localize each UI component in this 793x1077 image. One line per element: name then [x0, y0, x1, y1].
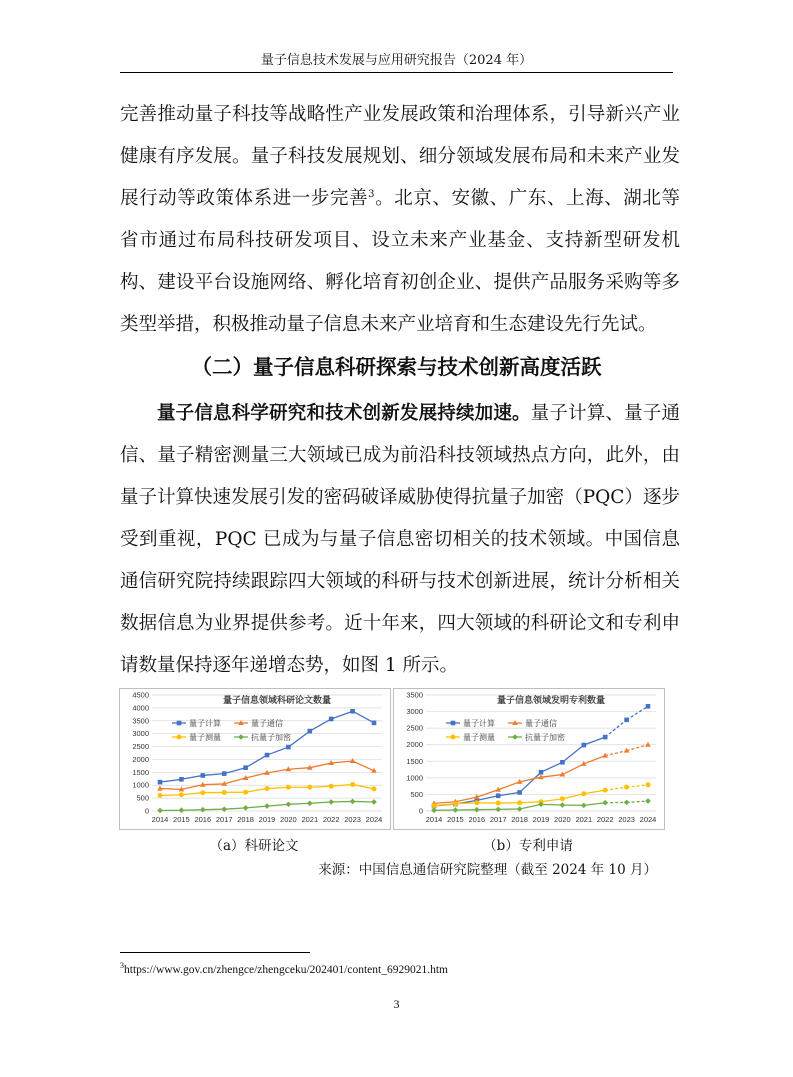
series-segment [331, 761, 352, 763]
series-segment [605, 787, 626, 790]
x-tick-label: 2019 [532, 815, 550, 824]
x-tick-label: 2018 [511, 815, 528, 824]
series-segment [541, 762, 562, 772]
series-segment [331, 784, 352, 786]
footnote-rule [120, 952, 310, 953]
x-tick-label: 2015 [447, 815, 464, 824]
data-point [286, 785, 291, 790]
y-tick-label: 3000 [406, 707, 423, 717]
data-point [624, 800, 630, 806]
series-segment [331, 801, 352, 802]
series-segment [541, 799, 562, 802]
y-tick-label: 2000 [132, 754, 149, 764]
series-segment [181, 810, 202, 811]
data-point [157, 808, 163, 814]
data-point [474, 800, 479, 805]
series-segment [267, 804, 288, 806]
series-segment [203, 774, 224, 776]
data-point [264, 803, 270, 809]
x-tick-label: 2022 [322, 815, 340, 824]
y-tick-label: 4500 [132, 690, 149, 700]
caption-patents: （b）专利申请 [483, 838, 573, 854]
series-segment [353, 801, 374, 802]
footnote-link[interactable]: https://www.gov.cn/zhengce/zhengceku/202401/content_6929021.htm [124, 963, 448, 976]
y-tick-label: 500 [410, 789, 423, 799]
header-rule [120, 72, 673, 73]
data-point [646, 704, 651, 709]
series-segment [584, 756, 605, 764]
data-point [432, 803, 437, 808]
y-tick-label: 0 [144, 806, 149, 816]
y-tick-label: 2000 [406, 740, 423, 750]
data-point [158, 780, 163, 785]
data-point [496, 793, 501, 798]
y-tick-label: 500 [136, 793, 149, 803]
series-segment [498, 782, 519, 790]
series-segment [224, 768, 245, 774]
data-point [603, 735, 608, 740]
data-point [307, 800, 313, 806]
data-point [265, 753, 270, 758]
series-segment [562, 745, 583, 762]
data-point [372, 786, 377, 791]
data-point [286, 745, 291, 750]
data-point [539, 770, 544, 775]
series-segment [246, 773, 267, 778]
series-segment [267, 747, 288, 755]
series-segment [562, 764, 583, 775]
data-point [243, 765, 248, 770]
footnote [120, 961, 448, 976]
series-segment [584, 790, 605, 794]
data-point [645, 798, 651, 804]
legend-label: 量子测量 [463, 733, 495, 742]
series-segment [288, 803, 309, 804]
x-tick-label: 2016 [194, 815, 212, 824]
chart-papers-svg [120, 689, 390, 829]
legend-label: 量子通信 [525, 719, 557, 728]
x-tick-label: 2014 [425, 815, 443, 824]
data-point [371, 799, 377, 805]
x-tick-label: 2021 [301, 815, 319, 824]
series-segment [627, 801, 648, 802]
series-segment [160, 779, 181, 782]
legend-label: 抗量子加密 [525, 733, 565, 742]
data-point [560, 760, 565, 765]
series-segment [310, 802, 331, 803]
section-title: （二）量子信息科研探索与技术创新高度活跃 [191, 355, 602, 379]
legend-label: 量子计算 [189, 719, 221, 728]
data-point [560, 796, 565, 801]
series-segment [584, 803, 605, 806]
data-point [602, 800, 608, 806]
data-point [329, 784, 334, 789]
data-point [265, 786, 270, 791]
series-segment [181, 775, 202, 779]
data-point [646, 782, 651, 787]
paragraph-2-text: 量子计算、量子通信、量子精密测量三大领域已成为前沿科技领域热点方向，此外，由量子计算快速发展引发的密码破译威胁使得抗量子加密（PQC）逐步受到重视，PQC 已成为与量子信息密切相关的技术领域。中国信息通信研究院持续跟踪四大领域的科研与技术创新进展，统计分析相关数据信息为业界提供参考。近十年来，四大领域的科研论文和专利申请数量保持逐年递增态势，如图 1 所示。 [120, 403, 680, 676]
y-tick-label: 3000 [132, 729, 149, 739]
legend-marker [451, 721, 456, 726]
data-point [581, 791, 586, 796]
data-point [474, 807, 480, 813]
data-point [431, 808, 437, 814]
series-segment [246, 806, 267, 808]
legend-marker [177, 735, 182, 740]
data-point [158, 793, 163, 798]
chart-title: 量子信息领域发明专利数量 [496, 696, 606, 706]
series-segment [181, 793, 202, 795]
data-point [624, 785, 629, 790]
data-point [243, 805, 249, 811]
data-point [517, 790, 522, 795]
series-segment [627, 745, 648, 751]
data-point [581, 803, 587, 809]
data-point [560, 802, 566, 808]
running-header: 量子信息技术发展与应用研究报告（2024 年） [260, 53, 533, 68]
legend-marker [451, 735, 456, 740]
data-point [624, 718, 629, 723]
data-point [329, 717, 334, 722]
data-point [453, 801, 458, 806]
series-segment [331, 711, 352, 719]
y-tick-label: 2500 [132, 742, 149, 752]
x-tick-label: 2018 [237, 815, 254, 824]
series-segment [224, 808, 245, 809]
x-tick-label: 2023 [618, 815, 635, 824]
y-tick-label: 1000 [406, 773, 423, 783]
x-tick-label: 2016 [468, 815, 486, 824]
data-point [453, 807, 459, 813]
y-tick-label: 1500 [132, 767, 149, 777]
data-point [517, 800, 522, 805]
data-point [372, 721, 377, 726]
series-segment [627, 785, 648, 787]
data-point [179, 792, 184, 797]
series-segment [160, 789, 181, 790]
chart-papers [119, 688, 391, 830]
data-point [645, 742, 651, 747]
data-point [350, 709, 355, 714]
data-point [328, 799, 334, 805]
series-segment [541, 804, 562, 805]
series-segment [310, 763, 331, 768]
legend-label: 量子测量 [189, 733, 221, 742]
series-segment [520, 772, 541, 792]
data-point [603, 788, 608, 793]
x-tick-label: 2021 [575, 815, 593, 824]
data-point [201, 773, 206, 778]
x-tick-label: 2017 [215, 815, 233, 824]
y-tick-label: 2500 [406, 723, 423, 733]
x-tick-label: 2020 [280, 815, 297, 824]
data-point [243, 790, 248, 795]
legend-marker [512, 734, 518, 740]
series-segment [310, 786, 331, 787]
series-segment [160, 795, 181, 796]
series-segment [627, 706, 648, 720]
x-tick-label: 2022 [596, 815, 614, 824]
x-tick-label: 2023 [344, 815, 361, 824]
x-tick-label: 2024 [639, 815, 657, 824]
x-tick-label: 2014 [151, 815, 169, 824]
data-point [350, 799, 356, 805]
y-tick-label: 3500 [406, 690, 423, 700]
legend-label: 量子通信 [251, 719, 283, 728]
legend-marker [177, 721, 182, 726]
legend-marker [238, 734, 244, 740]
data-point [496, 801, 501, 806]
data-point [350, 782, 355, 787]
footnote-number: 3 [120, 961, 124, 970]
y-tick-label: 3500 [132, 716, 149, 726]
series-segment [224, 778, 245, 784]
data-point [222, 771, 227, 776]
series-segment [353, 761, 374, 771]
data-point [308, 729, 313, 734]
x-tick-label: 2015 [173, 815, 190, 824]
paragraph-1 [120, 94, 680, 346]
chart-patents-svg [394, 689, 664, 829]
series-segment [203, 809, 224, 810]
series-segment [246, 755, 267, 768]
footnote-ref[interactable]: 3 [368, 188, 375, 200]
series-segment [434, 802, 455, 804]
x-tick-label: 2017 [489, 815, 507, 824]
series-segment [267, 787, 288, 788]
x-tick-label: 2020 [554, 815, 571, 824]
series-segment [246, 789, 267, 793]
data-point [286, 801, 292, 807]
data-point [200, 807, 206, 813]
y-tick-label: 1500 [406, 756, 423, 766]
y-tick-label: 4000 [132, 703, 149, 713]
chart-title: 量子信息领域科研论文数量 [222, 696, 332, 706]
series-segment [520, 804, 541, 809]
page-number: 3 [393, 997, 400, 1011]
chart-patents [393, 688, 665, 830]
series-segment [605, 751, 626, 756]
series-segment [584, 737, 605, 745]
source-note: 来源：中国信息通信研究院整理（截至 2024 年 10 月） [318, 862, 657, 878]
paragraph-1-text-a: 完善推动量子科技等战略性产业发展政策和治理体系，引导新兴产业健康有序发展。量子科技发展规划、细分领域发展布局和未来产业发展行动等政策体系进一步完善 [120, 104, 680, 209]
series-segment [288, 768, 309, 770]
data-point [200, 790, 205, 795]
data-point [582, 743, 587, 748]
data-point [350, 758, 356, 763]
series-segment [520, 802, 541, 803]
paragraph-1-text-b: 。北京、安徽、广东、上海、湖北等省市通过布局科技研发项目、设立未来产业基金、支持新型研发机构、建设平台设施网络、孵化培育初创企业、提供产品服务采购等多类型举措，积极推动量子信息未来产业培育和生态建设先行先试。 [120, 188, 680, 335]
legend-label: 量子计算 [463, 719, 495, 728]
x-tick-label: 2024 [365, 815, 383, 824]
data-point [179, 807, 185, 813]
series-segment [541, 775, 562, 778]
data-point [222, 790, 227, 795]
data-point [179, 777, 184, 782]
series-segment [203, 784, 224, 785]
caption-papers: （a）科研论文 [209, 838, 299, 854]
y-tick-label: 1000 [132, 780, 149, 790]
legend-label: 抗量子加密 [251, 733, 291, 742]
paragraph-2 [120, 393, 680, 687]
y-tick-label: 0 [418, 806, 423, 816]
x-tick-label: 2019 [258, 815, 276, 824]
paragraph-2-lead: 量子信息科学研究和技术创新发展持续加速。 [157, 403, 531, 424]
data-point [307, 785, 312, 790]
